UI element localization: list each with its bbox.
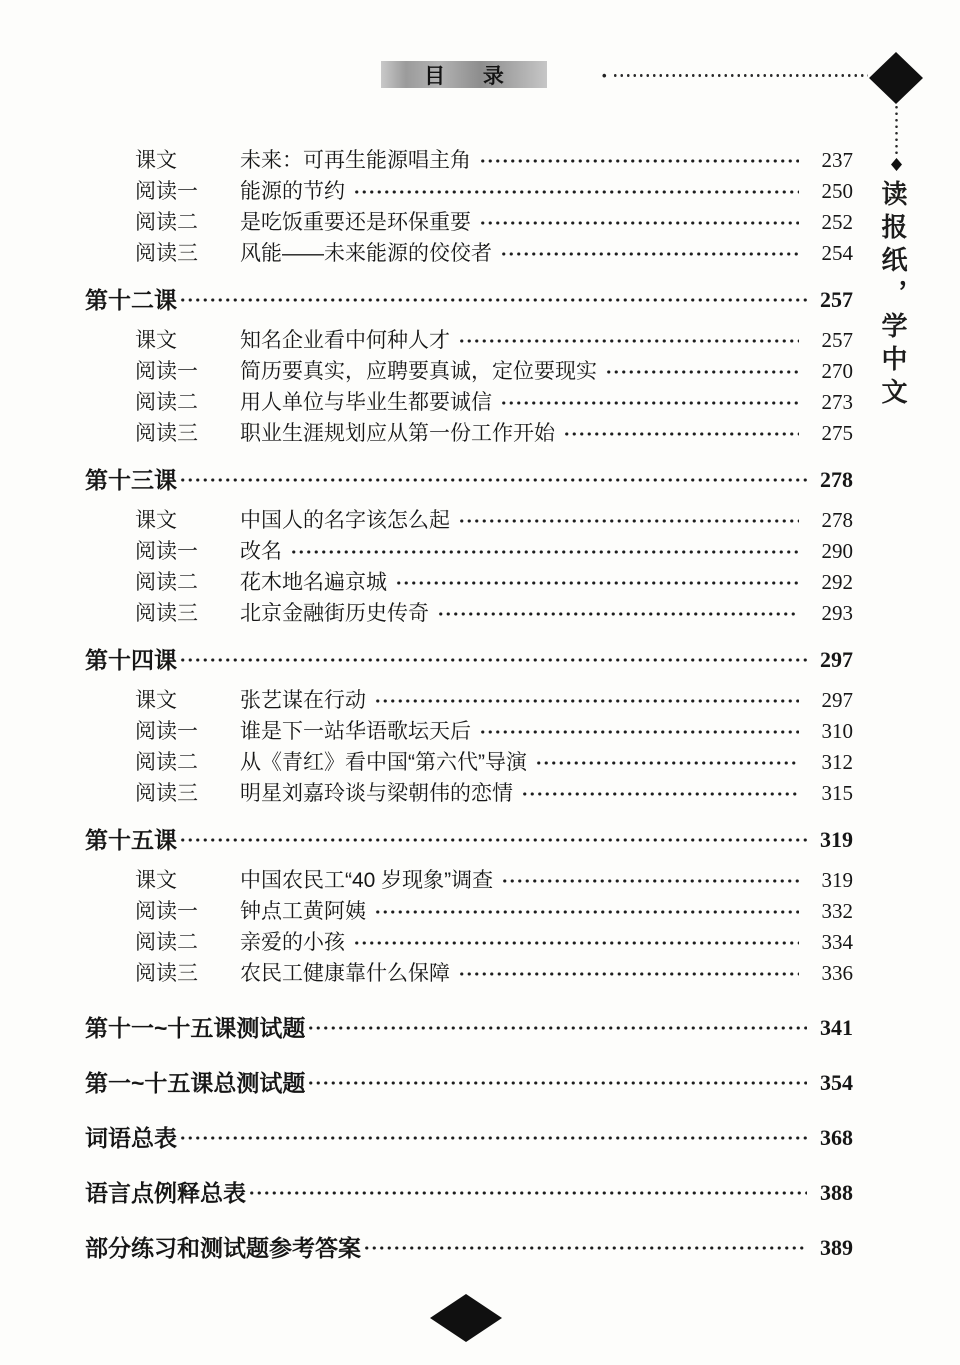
leader-dots — [353, 927, 799, 958]
leader-dots — [179, 823, 807, 857]
chapter-heading — [85, 823, 853, 857]
entry-page: 293 — [821, 601, 853, 625]
entry-page: 278 — [821, 508, 853, 532]
leader-dots — [479, 145, 799, 176]
entry-page: 237 — [821, 148, 853, 172]
toc-entry — [85, 716, 853, 747]
entry-label: 阅读二 — [135, 571, 198, 594]
leader-dots — [458, 958, 799, 989]
toc-entry — [85, 207, 853, 238]
entry-title: 钟点工黄阿姨 — [240, 900, 366, 923]
entry-label: 课文 — [135, 689, 177, 712]
toc-entry — [85, 778, 853, 809]
entry-title: 未来：可再生能源唱主角 — [240, 149, 471, 172]
entry-title: 亲爱的小孩 — [240, 931, 345, 954]
entry-title: 风能——未来能源的佼佼者 — [240, 242, 492, 265]
bottom-diamond-icon — [430, 1294, 502, 1342]
entry-page: 336 — [821, 961, 853, 985]
appendix-title: 部分练习和测试题参考答案 — [85, 1235, 361, 1261]
chapter-heading — [85, 283, 853, 317]
leader-dots — [500, 238, 799, 269]
entry-title: 从《青红》看中国“第六代”导演 — [240, 751, 527, 774]
entry-title: 用人单位与毕业生都要诚信 — [240, 391, 492, 414]
entry-page: 315 — [821, 781, 853, 805]
toc-entry — [85, 176, 853, 207]
appendix-title: 第十一~十五课测试题 — [85, 1015, 306, 1041]
leader-start-icon: • — [602, 68, 607, 83]
entry-page: 319 — [821, 868, 853, 892]
entry-page: 273 — [821, 390, 853, 414]
chapter-heading — [85, 463, 853, 497]
entry-title: 明星刘嘉玲谈与梁朝伟的恋情 — [240, 782, 513, 805]
leader-dots — [479, 716, 799, 747]
entry-label: 课文 — [135, 869, 177, 892]
entry-page: 254 — [821, 241, 853, 265]
leader-dots — [395, 567, 799, 598]
appendix-page: 368 — [820, 1125, 853, 1150]
entry-label: 阅读一 — [135, 540, 198, 563]
leader-dots — [501, 865, 799, 896]
entry-title: 简历要真实，应聘要真诚，定位要现实 — [240, 360, 597, 383]
toc-entry — [85, 238, 853, 269]
chapter-page: 297 — [820, 647, 853, 672]
toc-entry — [85, 598, 853, 629]
toc-entry — [85, 927, 853, 958]
toc-entry — [85, 418, 853, 449]
leader-dots — [374, 896, 799, 927]
chapter-title: 第十五课 — [85, 827, 177, 853]
entry-label: 阅读二 — [135, 751, 198, 774]
vertical-dotted-line — [894, 104, 899, 156]
toc-content — [85, 145, 853, 1264]
side-book-title: 读报纸，学中文 — [878, 180, 907, 411]
chapter-title: 第十二课 — [85, 287, 177, 313]
entry-label: 阅读二 — [135, 391, 198, 414]
leader-dots — [179, 463, 807, 497]
chapter-page: 319 — [820, 827, 853, 852]
entry-page: 275 — [821, 421, 853, 445]
entry-label: 阅读三 — [135, 782, 198, 805]
toc-entry — [85, 325, 853, 356]
appendix-page: 388 — [820, 1180, 853, 1205]
leader-dots — [179, 1122, 807, 1154]
toc-entry — [85, 145, 853, 176]
toc-entry — [85, 958, 853, 989]
entry-page: 297 — [821, 688, 853, 712]
chapter-page: 278 — [820, 467, 853, 492]
leader-dots — [437, 598, 799, 629]
entry-title: 是吃饭重要还是环保重要 — [240, 211, 471, 234]
leader-dots — [374, 685, 799, 716]
corner-diamond-icon — [869, 52, 923, 104]
small-diamond-icon — [891, 158, 902, 171]
leader-dots — [307, 1012, 807, 1044]
leader-dots — [458, 325, 799, 356]
entry-label: 阅读三 — [135, 602, 198, 625]
appendix-title: 语言点例释总表 — [85, 1180, 246, 1206]
chapter-heading — [85, 643, 853, 677]
entry-title: 能源的节约 — [240, 180, 345, 203]
entry-page: 257 — [821, 328, 853, 352]
appendix-page: 341 — [820, 1015, 853, 1040]
leader-dots — [179, 643, 807, 677]
entry-page: 310 — [821, 719, 853, 743]
entry-label: 阅读一 — [135, 360, 198, 383]
entry-title: 北京金融街历史传奇 — [240, 602, 429, 625]
leader-dots — [521, 778, 799, 809]
entry-label: 阅读一 — [135, 180, 198, 203]
toc-entry — [85, 356, 853, 387]
leader-dots — [605, 356, 799, 387]
entry-page: 270 — [821, 359, 853, 383]
toc-entry — [85, 896, 853, 927]
entry-label: 阅读二 — [135, 931, 198, 954]
appendix-page: 389 — [820, 1235, 853, 1260]
entry-label: 课文 — [135, 149, 177, 172]
entry-title: 张艺谋在行动 — [240, 689, 366, 712]
leader-dots — [458, 505, 799, 536]
leader-dots — [353, 176, 799, 207]
entry-page: 334 — [821, 930, 853, 954]
entry-page: 290 — [821, 539, 853, 563]
entry-title: 谁是下一站华语歌坛天后 — [240, 720, 471, 743]
leader-dots — [479, 207, 799, 238]
toc-entry — [85, 567, 853, 598]
entry-title: 职业生涯规划应从第一份工作开始 — [240, 422, 555, 445]
chapter-title: 第十四课 — [85, 647, 177, 673]
leader-dots — [563, 418, 799, 449]
appendix-entry — [85, 1177, 853, 1209]
entry-label: 阅读三 — [135, 422, 198, 445]
entry-page: 292 — [821, 570, 853, 594]
chapter-title: 第十三课 — [85, 467, 177, 493]
entry-label: 阅读二 — [135, 211, 198, 234]
entry-page: 332 — [821, 899, 853, 923]
page-title: 目 录 — [424, 64, 520, 88]
entry-title: 知名企业看中何种人才 — [240, 329, 450, 352]
leader-dots — [535, 747, 799, 778]
entry-title: 中国农民工“40 岁现象”调查 — [240, 869, 494, 892]
appendix-entry — [85, 1012, 853, 1044]
leader-dots — [179, 283, 807, 317]
entry-label: 阅读一 — [135, 720, 198, 743]
entry-title: 中国人的名字该怎么起 — [240, 509, 450, 532]
appendix-title: 词语总表 — [85, 1125, 177, 1151]
toc-entry — [85, 865, 853, 896]
appendix-title: 第一~十五课总测试题 — [85, 1070, 306, 1096]
entry-title: 花木地名遍京城 — [240, 571, 387, 594]
entry-label: 阅读三 — [135, 242, 198, 265]
chapter-page: 257 — [820, 287, 853, 312]
entry-page: 312 — [821, 750, 853, 774]
header-banner — [381, 61, 547, 88]
appendix-entry — [85, 1232, 853, 1264]
entry-title: 改名 — [240, 540, 282, 563]
toc-entry — [85, 747, 853, 778]
entry-title: 农民工健康靠什么保障 — [240, 962, 450, 985]
entry-label: 阅读一 — [135, 900, 198, 923]
appendix-entry — [85, 1067, 853, 1099]
toc-entry — [85, 387, 853, 418]
leader-dots — [363, 1232, 807, 1264]
leader-dots — [290, 536, 799, 567]
toc-entry — [85, 505, 853, 536]
leader-dots — [307, 1067, 807, 1099]
horizontal-dotted-line — [612, 72, 868, 79]
entry-page: 250 — [821, 179, 853, 203]
entry-label: 阅读三 — [135, 962, 198, 985]
leader-dots — [500, 387, 799, 418]
appendix-page: 354 — [820, 1070, 853, 1095]
leader-dots — [248, 1177, 807, 1209]
toc-entry — [85, 685, 853, 716]
entry-page: 252 — [821, 210, 853, 234]
entry-label: 课文 — [135, 329, 177, 352]
toc-entry — [85, 536, 853, 567]
appendix-entry — [85, 1122, 853, 1154]
entry-label: 课文 — [135, 509, 177, 532]
